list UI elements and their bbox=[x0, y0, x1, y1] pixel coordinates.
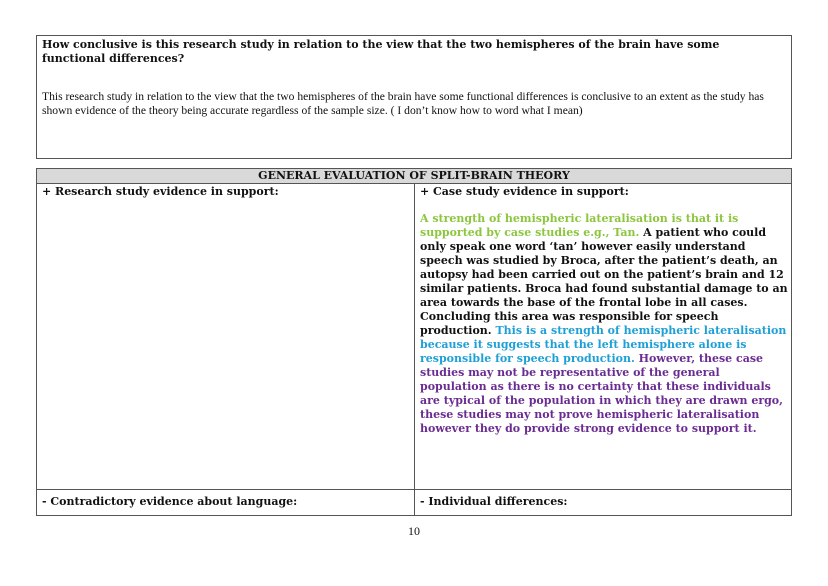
question-title: How conclusive is this research study in relation to the view that the two hemispheres of the brain have some functional differences? bbox=[42, 38, 720, 65]
differences-row bbox=[37, 489, 791, 516]
case-text-blue: This is a strength of hemispheric lateralisation because it suggests that the left hemisphere alone is responsible for speech production. bbox=[420, 324, 787, 365]
evaluation-title: GENERAL EVALUATION OF SPLIT-BRAIN THEORY bbox=[37, 169, 791, 184]
answer-text: This research study in relation to the view that the two hemispheres of the brain have some functional differences is conclusive to an extent as the study has shown evidence of the theory being accurate regardless of the sample size. ( I don’t know how to word what I mean) bbox=[42, 90, 764, 117]
support-row bbox=[37, 184, 791, 489]
question-box bbox=[36, 35, 792, 159]
contradictory-cell bbox=[37, 490, 414, 516]
case-study-paragraph bbox=[420, 212, 788, 436]
research-support-label: + Research study evidence in support: bbox=[42, 185, 279, 198]
evaluation-table bbox=[36, 168, 792, 516]
case-text-purple: However, these case studies may not be representative of the general population as there is no certainty that these individuals are typical of the population in which they are drawn ergo, these studies may not prove hemispheric lateralisation however they do provide strong evidence to support it. bbox=[420, 352, 783, 435]
case-support-cell bbox=[414, 184, 791, 489]
individual-label: - Individual differences: bbox=[420, 495, 568, 508]
research-support-cell bbox=[37, 184, 414, 489]
case-support-label: + Case study evidence in support: bbox=[420, 185, 629, 198]
contradictory-label: - Contradictory evidence about language: bbox=[42, 495, 298, 508]
individual-cell bbox=[414, 490, 791, 516]
page-number: 10 bbox=[408, 524, 420, 538]
case-text-black: A patient who could only speak one word ‘tan’ however easily understand speech was studied by Broca, after the patient’s death, an autopsy had been carried out on the patient’s brain and 12 similar patients. Broca had found substantial damage to an area towards the base of the frontal lobe in all cases. Concluding this area was responsible for speech production. bbox=[420, 226, 788, 337]
case-text-green: A strength of hemispheric lateralisation is that it is supported by case studies e.g., Tan. bbox=[420, 212, 739, 239]
